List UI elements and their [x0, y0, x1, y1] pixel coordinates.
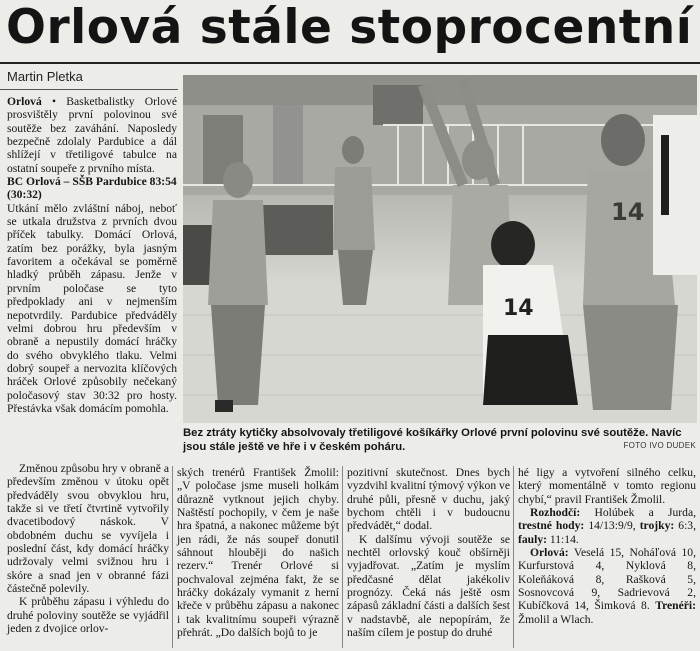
body-paragraph: ských trenérů František Žmolil: „V poločase jsme museli holkám důrazně vytknout jejich chyby. Naštěstí pochopily, v čem je naše hra špatná, a nakonec můžeme být jen rádi, že nás soupeř donutil sáhnout hlouběji do našich rezerv.“ Trenér Orlové si pochvaloval zejména fakt, že se hráčky dokázaly vymanit z herní křeče v průběhu zápasu a nakonec i tak kvalitnímu soupeři výrazně přehrát. „Do dalších bojů to je	[177, 466, 339, 640]
dateline: Orlová	[7, 95, 42, 108]
lineup-players: Veselá 15, Noháľová 10, Kurfurstová 4, Nyklová 8, Koleňáková 8, Rašková 5, Sosnovcová 9, Sadrievová 2, Kubíčková 14, Šimková 8.	[518, 546, 696, 613]
column-divider	[513, 466, 514, 648]
body-paragraph: hé ligy a vytvoření silného celku, který momentálně v tomto regionu chybí,“ pravil František Žmolil.	[518, 466, 696, 506]
fouls-label: fauly:	[518, 532, 547, 546]
body-column-3	[347, 466, 510, 639]
photo-caption: Bez ztráty kytičky absolvovaly třetiligové košíkářky Orlové první polovinu své soutěže. Navíc jsou stále ještě ve hře i v českém poháru.	[183, 427, 682, 453]
headline-rule	[0, 62, 700, 64]
body-paragraph: pozitivní skutečnost. Dnes bych vyzdvihl kvalitní týmový výkon ve druhé půli, přesně v duchu, jaký bychom chtěli i v budoucnu předvádět,“ dodal.	[347, 466, 510, 533]
body-paragraph: K průběhu zápasu i výhledu do druhé poloviny soutěže se vyjádřil jeden z dvojice orlov-	[7, 595, 169, 636]
free-throws: 14/13:9/9,	[584, 519, 640, 533]
lead-column	[7, 95, 177, 415]
three-pointers-label: trojky:	[639, 519, 675, 533]
basketball-photo-illustration	[183, 75, 697, 423]
free-throws-label: trestné hody:	[518, 519, 585, 533]
fouls: 11:14.	[546, 532, 579, 546]
lead-paragraph-2: Utkání mělo zvláštní náboj, neboť se utkala družstva z prvních dvou příček tabulky. Domácí Orlová, zatím bez porážky, byla jasným favoritem a očekával se poměrně hladký průběh zápasu. Jenže v prvním poločase se tyto předpoklady ani v nejmenším nepotvrdily. Pardubice předváděly velmi dobrou hru především v obraně a nepustily domácí hráčky do svého obvyklého tlaku. Velmi dobrý soupeř a nervozita klíčových hráček Orlové způsobily nečekaný poločasový stav 30:32 pro hosty. Přestávka však domácím pomohla.	[7, 201, 177, 415]
lead-paragraph: • Basketbalistky Orlové prosvištěly první polovinou své soutěže bez zaváhání. Naposledy bezpečně zdolaly Pardubice a dál shlížejí v třetiligové tabulce na ostatní soupeře z prvního místa.	[7, 95, 177, 175]
column-divider	[172, 466, 173, 648]
three-pointers: 6:3,	[674, 519, 696, 533]
column-divider	[342, 466, 343, 648]
match-stats	[518, 506, 696, 546]
right-jersey-number: 14	[611, 198, 645, 226]
byline-rule	[0, 89, 178, 90]
coaches-label: Trenéři:	[655, 599, 696, 613]
referees-label: Rozhodčí:	[530, 506, 581, 520]
coaches: Žmolil a Wlach.	[518, 612, 594, 626]
headline: Orlová stále stoprocentní	[6, 0, 693, 55]
body-paragraph: Změnou způsobu hry v obraně a především změnou v útoku opět předváděly svou obvyklou hru, takže si ve třetí čtvrtině vytvořily dvacetibodový náskok. V obdobném duchu se vyvíjela i poslední část, kdy domácí hráčky udržovaly velmi svižnou hru i skóre a snad jen v obranné fázi částečně polevily.	[7, 462, 169, 596]
referees: Holúbek a Jurda,	[580, 506, 696, 520]
body-column-4	[518, 466, 696, 626]
body-column-1	[7, 462, 169, 635]
match-title: BC Orlová – SŠB Pardubice 83:54 (30:32)	[7, 175, 177, 202]
body-column-2	[177, 466, 339, 639]
byline: Martin Pletka	[7, 69, 83, 84]
body-paragraph: K dalšímu vývoji soutěže se nechtěl orlovský kouč obšírněji vyjadřovat. „Zatím je myslím předčasné dělat jakékoliv prognózy. Čeká nás ještě osm zápasů základní části a dalších šest v nadstavbě, ale nepopírám, že naším cílem je postup do druhé	[347, 532, 510, 640]
lineup	[518, 546, 696, 626]
photo-credit: FOTO IVO DUDEK	[623, 441, 696, 450]
basketball-photo	[183, 75, 697, 423]
lineup-label: Orlová:	[530, 546, 569, 560]
front-jersey-number: 14	[503, 296, 534, 321]
